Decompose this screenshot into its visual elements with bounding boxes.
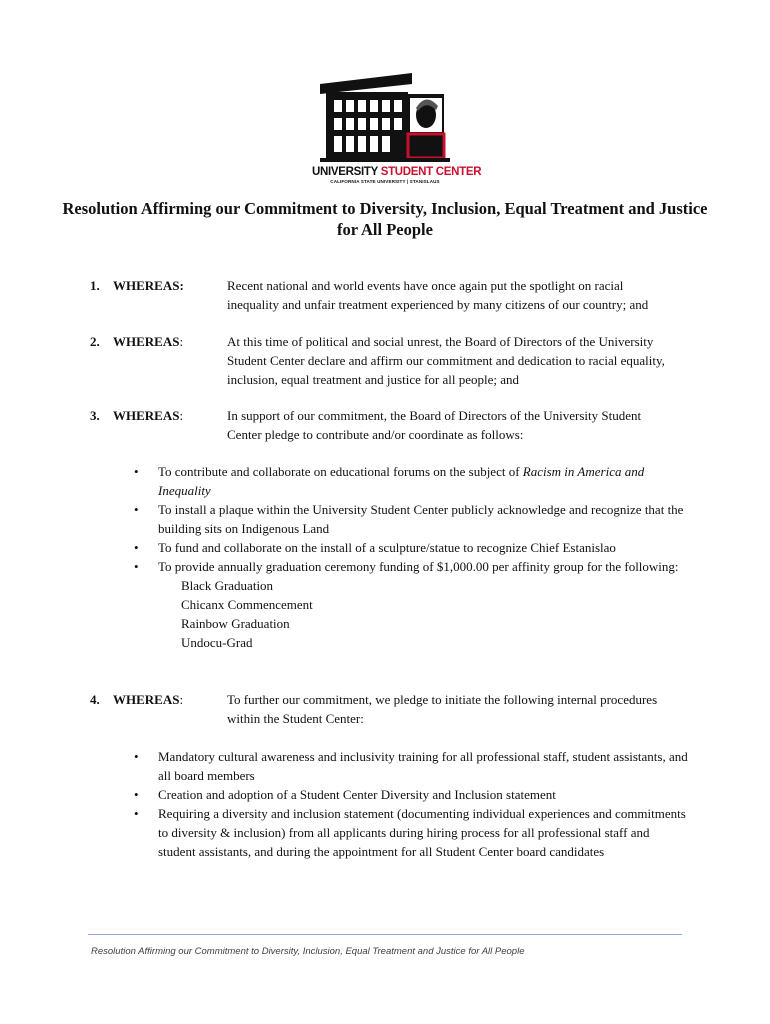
bullet-icon: •	[134, 502, 139, 517]
section-keyword: WHEREAS:	[113, 408, 184, 423]
section-keyword: WHEREAS:	[113, 278, 184, 293]
list-item: • Creation and adoption of a Student Center Diversity and Inclusion statement	[134, 787, 556, 802]
logo-subtitle: CALIFORNIA STATE UNIVERSITY | STANISLAUS	[330, 179, 440, 184]
bullet-icon: •	[134, 464, 139, 479]
section-3-bullet-list	[130, 462, 690, 652]
list-item: • Mandatory cultural awareness and inclusivity training for all professional staff, student assistants, and all board members	[134, 749, 688, 783]
section-keyword: WHEREAS:	[113, 334, 184, 349]
section-text: To further our commitment, we pledge to initiate the following internal procedures within the Student Center:	[227, 692, 658, 726]
bullet-icon: •	[134, 749, 139, 764]
section-number: 4.	[90, 692, 100, 707]
subitem: Rainbow Graduation	[181, 616, 290, 631]
graduation-groups	[158, 576, 690, 652]
bullet-icon: •	[134, 540, 139, 555]
subitem: Undocu-Grad	[181, 635, 253, 650]
document-title: Resolution Affirming our Commitment to Diversity, Inclusion, Equal Treatment and Justice for All People	[62, 199, 708, 239]
section-number: 1.	[90, 278, 100, 293]
building-logo-graphic	[312, 70, 458, 166]
list-item: • To contribute and collaborate on educational forums on the subject of Racism in America and Inequality	[134, 464, 645, 498]
university-student-center-logo	[312, 70, 482, 188]
list-item: • To install a plaque within the University Student Center publicly acknowledge and recognize that the building sits on Indigenous Land	[134, 502, 684, 536]
section-4-bullet-list	[130, 747, 690, 861]
subitem: Black Graduation	[181, 578, 274, 593]
italic-phrase: Racism in America and Inequality	[158, 464, 645, 498]
section-text: In support of our commitment, the Board of Directors of the University Student Center pledge to contribute and/or coordinate as follows:	[227, 408, 642, 442]
list-item: • To fund and collaborate on the install of a sculpture/statue to recognize Chief Estanislao	[134, 540, 616, 555]
subitem: Chicanx Commencement	[181, 597, 313, 612]
logo-title-accent: STUDENT CENTER	[380, 166, 482, 178]
footer-divider	[88, 934, 682, 935]
list-item: • To provide annually graduation ceremony funding of $1,000.00 per affinity group for the following: Black Graduation Chicanx Commencement Rainbow Graduation Undocu-Grad	[130, 557, 690, 652]
bullet-icon: •	[134, 806, 139, 821]
bullet-icon: •	[134, 787, 139, 802]
list-item: • Requiring a diversity and inclusion statement (documenting individual experiences and commitments to diversity & inclusion) from all applicants during hiring process for all professional staff and student assistants, and during the appointment for all Student Center board candidates	[134, 806, 686, 859]
logo-title: UNIVERSITY STUDENT CENTER	[312, 166, 482, 178]
section-number: 3.	[90, 408, 100, 423]
footer-text: Resolution Affirming our Commitment to Diversity, Inclusion, Equal Treatment and Justice for All People	[91, 946, 525, 957]
section-number: 2.	[90, 334, 100, 349]
bullet-icon: •	[134, 559, 139, 574]
section-text: At this time of political and social unrest, the Board of Directors of the University Student Center declare and affirm our commitment and dedication to racial equality, inclusion, equal treatment and justice for all people; and	[227, 334, 665, 387]
section-keyword: WHEREAS:	[113, 692, 184, 707]
section-text: Recent national and world events have once again put the spotlight on racial inequality and unfair treatment experienced by many citizens of our country; and	[227, 278, 649, 312]
